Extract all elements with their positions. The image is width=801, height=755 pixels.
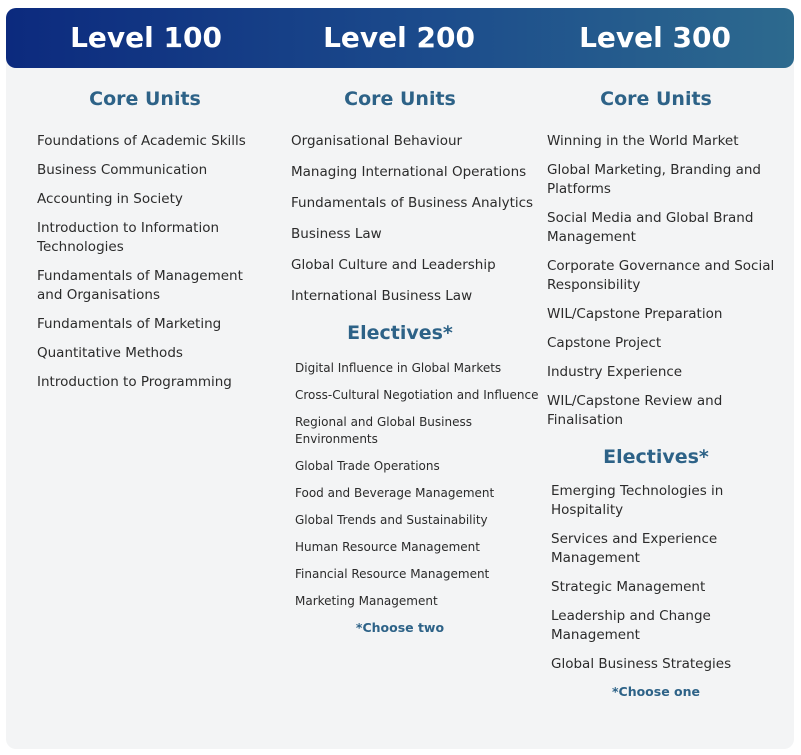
unit-item: Human Resource Management <box>295 540 480 554</box>
level-200-title: Level 200 <box>323 21 475 54</box>
unit-item: Financial Resource Management <box>295 567 490 581</box>
electives-list <box>295 360 541 610</box>
core-units-heading: Core Units <box>344 88 456 110</box>
unit-item: Fundamentals of Marketing <box>37 316 222 332</box>
unit-item: Global Business Strategies <box>551 656 732 672</box>
core-units-list <box>291 132 541 306</box>
unit-item: Food and Beverage Management <box>295 486 495 500</box>
unit-item: Foundations of Academic Skills <box>37 133 246 149</box>
unit-item: Business Communication <box>37 162 208 178</box>
unit-item: Winning in the World Market <box>547 133 739 149</box>
unit-item: Emerging Technologies in Hospitality <box>551 483 724 518</box>
unit-item: Social Media and Global Brand Management <box>547 210 754 245</box>
unit-item: Marketing Management <box>295 594 438 608</box>
unit-item: International Business Law <box>291 288 473 304</box>
level-300-column <box>547 88 782 699</box>
unit-item: Global Culture and Leadership <box>291 257 496 273</box>
unit-item: Fundamentals of Management and Organisations <box>37 268 243 303</box>
level-100-column <box>37 88 267 402</box>
unit-item: Digital Influence in Global Markets <box>295 361 502 375</box>
unit-item: Global Trade Operations <box>295 459 440 473</box>
unit-item: Global Marketing, Branding and Platforms <box>547 162 761 197</box>
unit-item: Introduction to Information Technologies <box>37 220 220 255</box>
unit-item: Managing International Operations <box>291 164 527 180</box>
core-units-heading: Core Units <box>89 88 201 110</box>
unit-item: Industry Experience <box>547 364 683 380</box>
electives-heading: Electives* <box>603 446 709 468</box>
unit-item: Global Trends and Sustainability <box>295 513 488 527</box>
unit-item: Quantitative Methods <box>37 345 183 361</box>
level-300-title: Level 300 <box>579 21 731 54</box>
unit-item: Leadership and Change Management <box>551 608 711 643</box>
unit-item: Strategic Management <box>551 579 706 595</box>
unit-item: Regional and Global Business Environments <box>295 415 472 446</box>
unit-item: Organisational Behaviour <box>291 133 463 149</box>
unit-item: WIL/Capstone Review and Finalisation <box>547 393 723 428</box>
unit-item: Business Law <box>291 226 382 242</box>
level-100-title: Level 100 <box>70 21 222 54</box>
unit-item: Capstone Project <box>547 335 662 351</box>
unit-item: Services and Experience Management <box>551 531 718 566</box>
unit-item: Cross-Cultural Negotiation and Influence <box>295 388 539 402</box>
core-units-heading: Core Units <box>600 88 712 110</box>
unit-item: Corporate Governance and Social Responsibility <box>547 258 775 293</box>
electives-heading: Electives* <box>347 322 453 344</box>
unit-item: Accounting in Society <box>37 191 183 207</box>
core-units-list <box>547 132 782 430</box>
core-units-list <box>37 132 267 392</box>
choose-note: *Choose one <box>611 684 701 699</box>
electives-list <box>551 482 782 674</box>
unit-item: Fundamentals of Business Analytics <box>291 195 534 211</box>
unit-item: Introduction to Programming <box>37 374 232 390</box>
choose-note: *Choose two <box>355 620 445 635</box>
level-200-column <box>291 88 541 635</box>
unit-item: WIL/Capstone Preparation <box>547 306 723 322</box>
